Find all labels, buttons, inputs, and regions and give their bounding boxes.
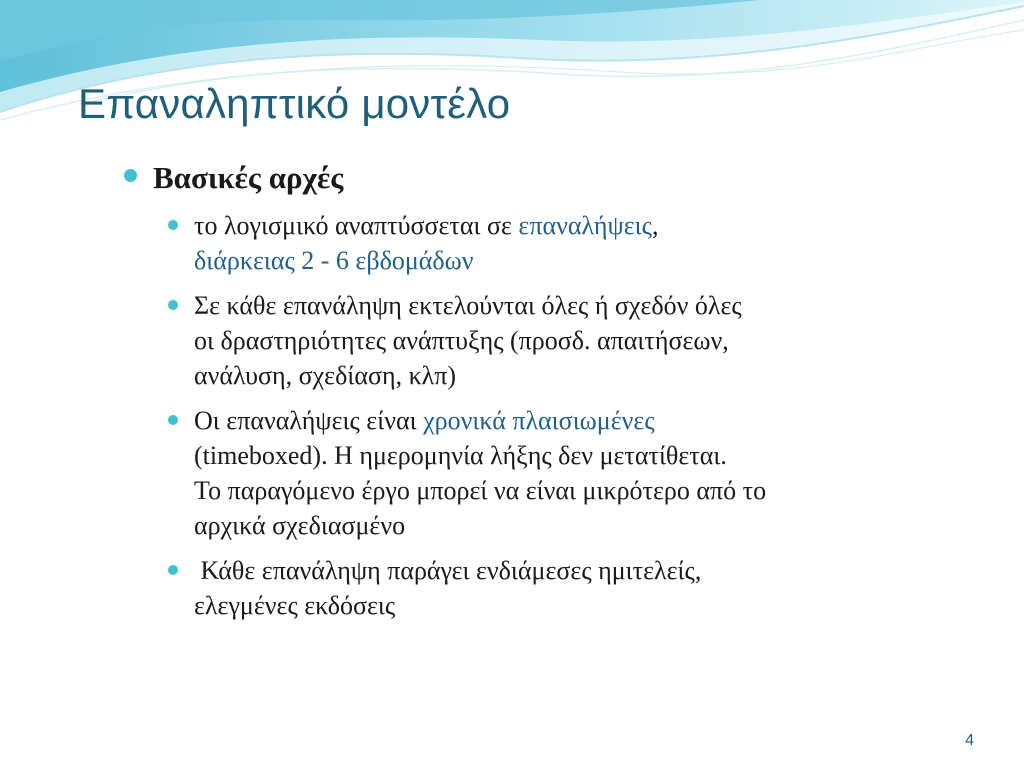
bullet-icon	[168, 220, 178, 230]
bullet-icon	[168, 415, 178, 425]
item-line: ελεγμένες εκδόσεις	[194, 591, 396, 620]
text-run: το λογισμικό αναπτύσσεται σε	[194, 211, 519, 240]
item-line: Το παραγόμενο έργο μπορεί να είναι μικρότερο από το	[194, 476, 767, 505]
item-line: ανάλυση, σχεδίαση, κλπ)	[194, 361, 457, 390]
list-item	[168, 288, 1004, 393]
page-number: 4	[965, 732, 974, 749]
item-line	[194, 403, 1004, 438]
list-item	[168, 208, 1004, 278]
highlight-text: χρονικά πλαισιωμένες	[423, 406, 655, 435]
heading-text: Βασικές αρχές	[153, 160, 344, 195]
bullet-list	[124, 208, 1004, 623]
item-line: Κάθε επανάληψη παράγει ενδιάμεσες ημιτελείς,	[194, 556, 702, 585]
highlight-text: επαναλήψεις	[518, 211, 652, 240]
list-item	[168, 403, 1004, 543]
heading-bullet-icon	[124, 169, 137, 182]
slide-title: Επαναληπτικό μοντέλο	[78, 80, 511, 127]
text-run: ,	[651, 211, 659, 240]
slide-content	[124, 160, 1004, 633]
section-heading	[124, 160, 1004, 196]
item-line: αρχικά σχεδιασμένο	[194, 511, 406, 540]
item-line: οι δραστηριότητες ανάπτυξης (προσδ. απαιτήσεων,	[194, 326, 729, 355]
list-item	[168, 553, 1004, 623]
bullet-icon	[168, 565, 178, 575]
item-line-highlight: διάρκειας 2 - 6 εβδομάδων	[194, 246, 474, 275]
text-run: Οι επαναλήψεις είναι	[194, 406, 424, 435]
item-line	[194, 208, 1004, 243]
item-line: (timeboxed). Η ημερομηνία λήξης δεν μετατίθεται.	[194, 441, 727, 470]
bullet-icon	[168, 300, 178, 310]
item-line: Σε κάθε επανάληψη εκτελούνται όλες ή σχεδόν όλες	[194, 291, 742, 320]
